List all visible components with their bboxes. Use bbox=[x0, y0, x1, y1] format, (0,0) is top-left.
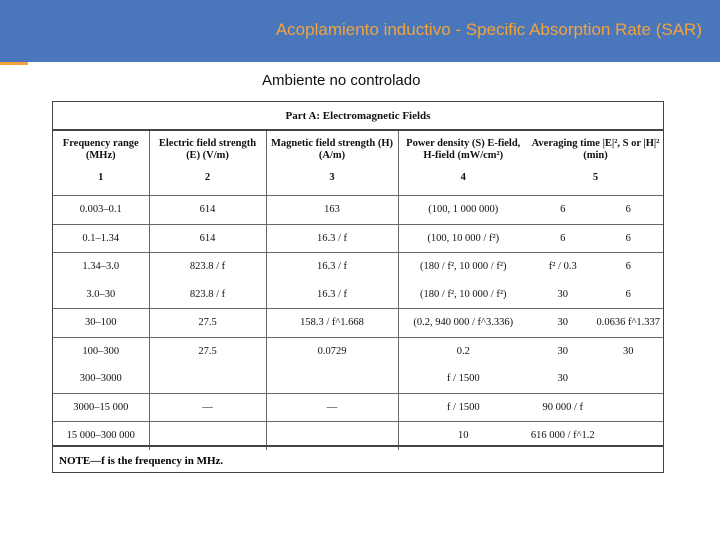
subtitle: Ambiente no controlado bbox=[262, 72, 421, 89]
col-header-frequency: Frequency range (MHz) 1 bbox=[53, 130, 149, 196]
part-title: Part A: Electromagnetic Fields bbox=[53, 102, 663, 130]
table-row: 30–100 27.5 158.3 / f^1.668 (0.2, 940 000 / f^3.336) 30 0.0636 f^1.337 bbox=[53, 309, 663, 338]
col-header-magnetic: Magnetic field strength (H) (A/m) 3 bbox=[266, 130, 398, 196]
table-note: NOTE—f is the frequency in MHz. bbox=[53, 445, 663, 472]
table-row: 0.003–0.1 614 163 (100, 1 000 000) 6 6 bbox=[53, 196, 663, 225]
sar-table bbox=[53, 102, 663, 450]
table-row: 0.1–1.34 614 16.3 / f (100, 10 000 / f²) 6 6 bbox=[53, 224, 663, 253]
col-header-power: Power density (S) E-field, H-field (mW/cm²) 4 bbox=[406, 138, 521, 183]
table-row: 1.34–3.0 823.8 / f 16.3 / f (180 / f², 10 000 / f²) f² / 0.3 6 bbox=[53, 253, 663, 281]
col-header-electric: Electric field strength (E) (V/m) 2 bbox=[149, 130, 266, 196]
slide-title: Acoplamiento inductivo - Specific Absorption Rate (SAR) bbox=[275, 20, 702, 39]
table-row: 3000–15 000 — — f / 1500 90 000 / f bbox=[53, 393, 663, 422]
table-row: 100–300 27.5 0.0729 0.2 30 30 bbox=[53, 337, 663, 365]
table-row: 15 000–300 000 10 616 000 / f^1.2 bbox=[53, 422, 663, 450]
table-row: 3.0–30 823.8 / f 16.3 / f (180 / f², 10 000 / f²) 30 6 bbox=[53, 281, 663, 309]
header-bar bbox=[0, 0, 720, 62]
sar-table-frame bbox=[52, 101, 664, 473]
table-row: 300–3000 f / 1500 30 bbox=[53, 365, 663, 393]
accent-bar bbox=[0, 62, 28, 65]
col-header-averaging: Averaging time |E|², S or |H|² (min) 5 bbox=[531, 138, 660, 183]
